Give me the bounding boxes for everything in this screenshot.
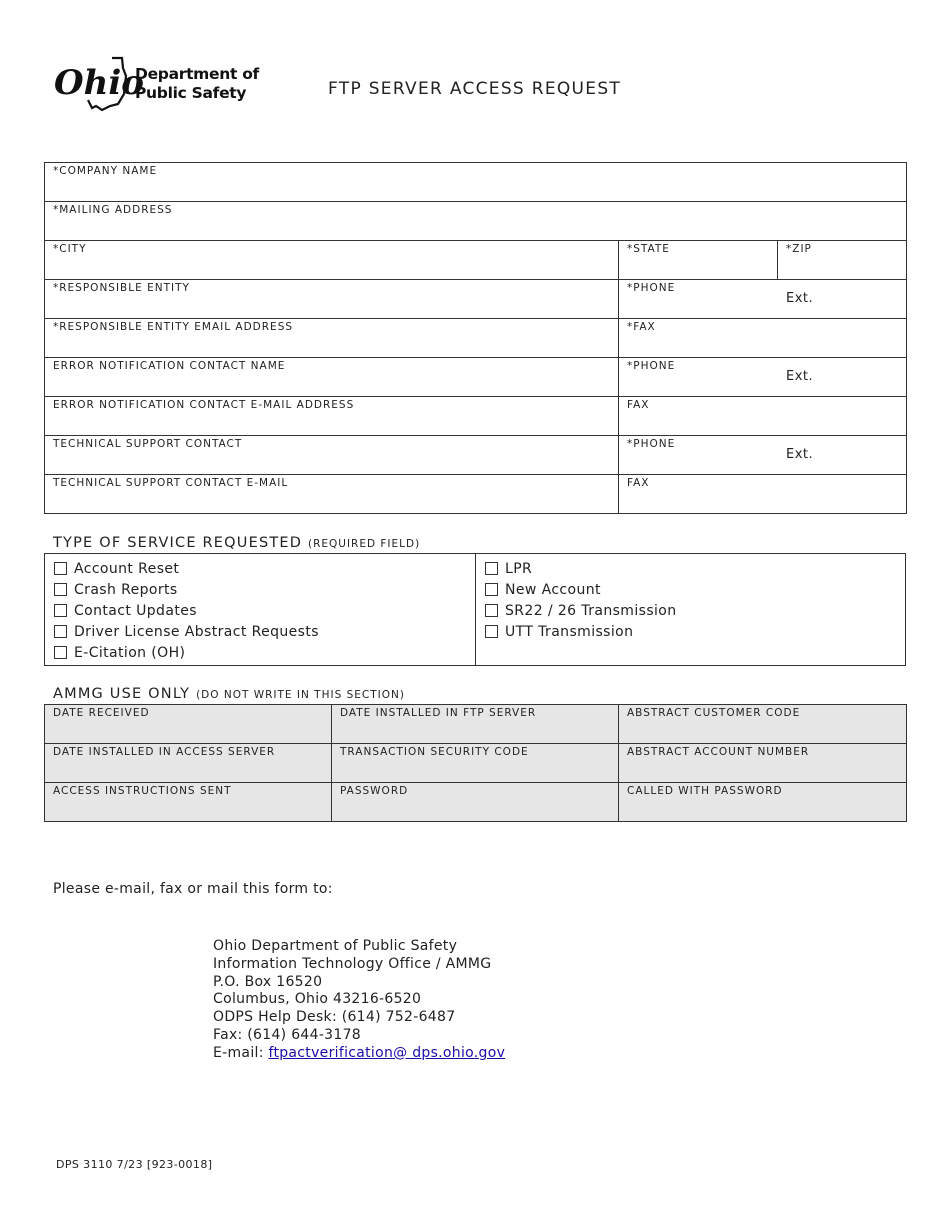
- service-option-account-reset[interactable]: [54, 558, 319, 579]
- service-option-dl-abstract[interactable]: [54, 621, 319, 642]
- table-row: [45, 241, 907, 280]
- field-label: FAX: [627, 477, 650, 489]
- date-installed-ftp-field[interactable]: [332, 705, 619, 744]
- email-label: E-mail:: [213, 1044, 269, 1061]
- service-heading-text: TYPE OF SERVICE REQUESTED: [53, 535, 303, 551]
- service-type-box: [44, 553, 906, 666]
- address-line: Ohio Department of Public Safety: [213, 938, 458, 954]
- ammg-heading-text: AMMG USE ONLY: [53, 686, 191, 702]
- access-instructions-sent-field[interactable]: [45, 783, 332, 822]
- field-label: FAX: [627, 399, 650, 411]
- field-label: ABSTRACT CUSTOMER CODE: [627, 707, 801, 719]
- department-line-2: Public Safety: [135, 84, 247, 102]
- table-row: [45, 744, 907, 783]
- date-received-field[interactable]: [45, 705, 332, 744]
- service-heading-note: (REQUIRED FIELD): [307, 538, 421, 550]
- ammg-heading: [53, 686, 405, 702]
- table-row: [45, 319, 907, 358]
- service-option-lpr[interactable]: [485, 558, 677, 579]
- field-label: ERROR NOTIFICATION CONTACT NAME: [53, 360, 286, 372]
- table-row: [45, 280, 907, 319]
- checkbox[interactable]: [485, 604, 498, 617]
- option-label: Contact Updates: [74, 602, 197, 619]
- zip-field[interactable]: [778, 241, 907, 280]
- field-label: *PHONE: [627, 360, 676, 372]
- service-option-sr22-26[interactable]: [485, 600, 677, 621]
- field-label: DATE RECEIVED: [53, 707, 150, 719]
- tech-contact-email-field[interactable]: [45, 475, 619, 514]
- ext-label: Ext.: [786, 291, 814, 306]
- company-name-field[interactable]: [45, 163, 907, 202]
- field-label: TRANSACTION SECURITY CODE: [340, 746, 529, 758]
- service-type-heading: [53, 535, 420, 551]
- service-option-utt[interactable]: [485, 621, 677, 642]
- checkbox[interactable]: [54, 646, 67, 659]
- option-label: SR22 / 26 Transmission: [505, 602, 677, 619]
- checkbox[interactable]: [485, 583, 498, 596]
- tech-contact-field[interactable]: [45, 436, 619, 475]
- field-label: *STATE: [627, 243, 670, 255]
- table-row: [45, 163, 907, 202]
- requester-info-table: [44, 162, 907, 514]
- field-label: *CITY: [53, 243, 87, 255]
- field-label: CALLED WITH PASSWORD: [627, 785, 783, 797]
- checkbox[interactable]: [485, 625, 498, 638]
- table-row: [45, 202, 907, 241]
- table-row: [45, 358, 907, 397]
- service-option-contact-updates[interactable]: [54, 600, 319, 621]
- abstract-account-number-field[interactable]: [619, 744, 907, 783]
- odps-logo: [52, 54, 267, 116]
- field-label: DATE INSTALLED IN FTP SERVER: [340, 707, 537, 719]
- called-with-password-field[interactable]: [619, 783, 907, 822]
- column-divider: [475, 554, 476, 665]
- logo-script-text: Ohio: [54, 63, 144, 103]
- field-label: *RESPONSIBLE ENTITY: [53, 282, 190, 294]
- option-label: Account Reset: [74, 560, 180, 577]
- form-title: FTP SERVER ACCESS REQUEST: [328, 79, 622, 99]
- responsible-fax-field[interactable]: [619, 319, 907, 358]
- abstract-customer-code-field[interactable]: [619, 705, 907, 744]
- tech-contact-fax-field[interactable]: [619, 475, 907, 514]
- field-label: *MAILING ADDRESS: [53, 204, 173, 216]
- ammg-use-table: [44, 704, 907, 822]
- mailing-address-block: [213, 938, 505, 1063]
- responsible-email-field[interactable]: [45, 319, 619, 358]
- ammg-heading-note: (DO NOT WRITE IN THIS SECTION): [196, 689, 405, 701]
- field-label: *RESPONSIBLE ENTITY EMAIL ADDRESS: [53, 321, 294, 333]
- field-label: PASSWORD: [340, 785, 409, 797]
- date-installed-access-field[interactable]: [45, 744, 332, 783]
- field-label: ABSTRACT ACCOUNT NUMBER: [627, 746, 810, 758]
- password-field[interactable]: [332, 783, 619, 822]
- service-column-right: [485, 558, 677, 642]
- field-label: TECHNICAL SUPPORT CONTACT: [53, 438, 243, 450]
- transaction-security-code-field[interactable]: [332, 744, 619, 783]
- responsible-phone-field[interactable]: [619, 280, 907, 319]
- option-label: Crash Reports: [74, 581, 178, 598]
- field-label: *PHONE: [627, 438, 676, 450]
- state-field[interactable]: [619, 241, 778, 280]
- department-name: [135, 65, 259, 103]
- address-line: Information Technology Office / AMMG: [213, 955, 492, 972]
- checkbox[interactable]: [54, 583, 67, 596]
- field-label: *ZIP: [786, 243, 812, 255]
- fax-line: Fax: (614) 644-3178: [213, 1026, 361, 1043]
- error-contact-fax-field[interactable]: [619, 397, 907, 436]
- option-label: UTT Transmission: [505, 623, 634, 640]
- email-link[interactable]: ftpactverification@ dps.ohio.gov: [268, 1044, 506, 1061]
- option-label: E-Citation (OH): [74, 644, 186, 661]
- checkbox[interactable]: [54, 625, 67, 638]
- checkbox[interactable]: [54, 604, 67, 617]
- field-label: ERROR NOTIFICATION CONTACT E-MAIL ADDRESS: [53, 399, 355, 411]
- field-label: TECHNICAL SUPPORT CONTACT E-MAIL: [53, 477, 289, 489]
- submission-instruction: Please e-mail, fax or mail this form to:: [53, 881, 333, 897]
- field-label: *FAX: [627, 321, 656, 333]
- option-label: LPR: [505, 560, 533, 577]
- city-field[interactable]: [45, 241, 619, 280]
- ohio-script-logo-icon: [52, 54, 144, 112]
- field-label: DATE INSTALLED IN ACCESS SERVER: [53, 746, 276, 758]
- checkbox[interactable]: [54, 562, 67, 575]
- mailing-address-field[interactable]: [45, 202, 907, 241]
- error-contact-email-field[interactable]: [45, 397, 619, 436]
- field-label: *PHONE: [627, 282, 676, 294]
- field-label: *COMPANY NAME: [53, 165, 158, 177]
- tech-contact-phone-field[interactable]: [619, 436, 907, 475]
- table-row: [45, 475, 907, 514]
- option-label: New Account: [505, 581, 601, 598]
- service-option-e-citation[interactable]: [54, 642, 319, 663]
- table-row: [45, 397, 907, 436]
- service-column-left: [54, 558, 319, 663]
- table-row: [45, 783, 907, 822]
- ext-label: Ext.: [786, 369, 814, 384]
- help-desk-line: ODPS Help Desk: (614) 752-6487: [213, 1009, 456, 1026]
- field-label: ACCESS INSTRUCTIONS SENT: [53, 785, 232, 797]
- service-option-new-account[interactable]: [485, 579, 677, 600]
- address-line: Columbus, Ohio 43216-6520: [213, 991, 422, 1008]
- form-number: DPS 3110 7/23 [923-0018]: [56, 1158, 213, 1171]
- option-label: Driver License Abstract Requests: [74, 623, 319, 640]
- checkbox[interactable]: [485, 562, 498, 575]
- table-row: [45, 705, 907, 744]
- table-row: [45, 436, 907, 475]
- department-line-1: Department of: [135, 65, 259, 83]
- service-option-crash-reports[interactable]: [54, 579, 319, 600]
- address-line: P.O. Box 16520: [213, 973, 323, 990]
- email-line: [213, 1045, 505, 1063]
- responsible-entity-field[interactable]: [45, 280, 619, 319]
- error-contact-phone-field[interactable]: [619, 358, 907, 397]
- ext-label: Ext.: [786, 447, 814, 462]
- error-contact-name-field[interactable]: [45, 358, 619, 397]
